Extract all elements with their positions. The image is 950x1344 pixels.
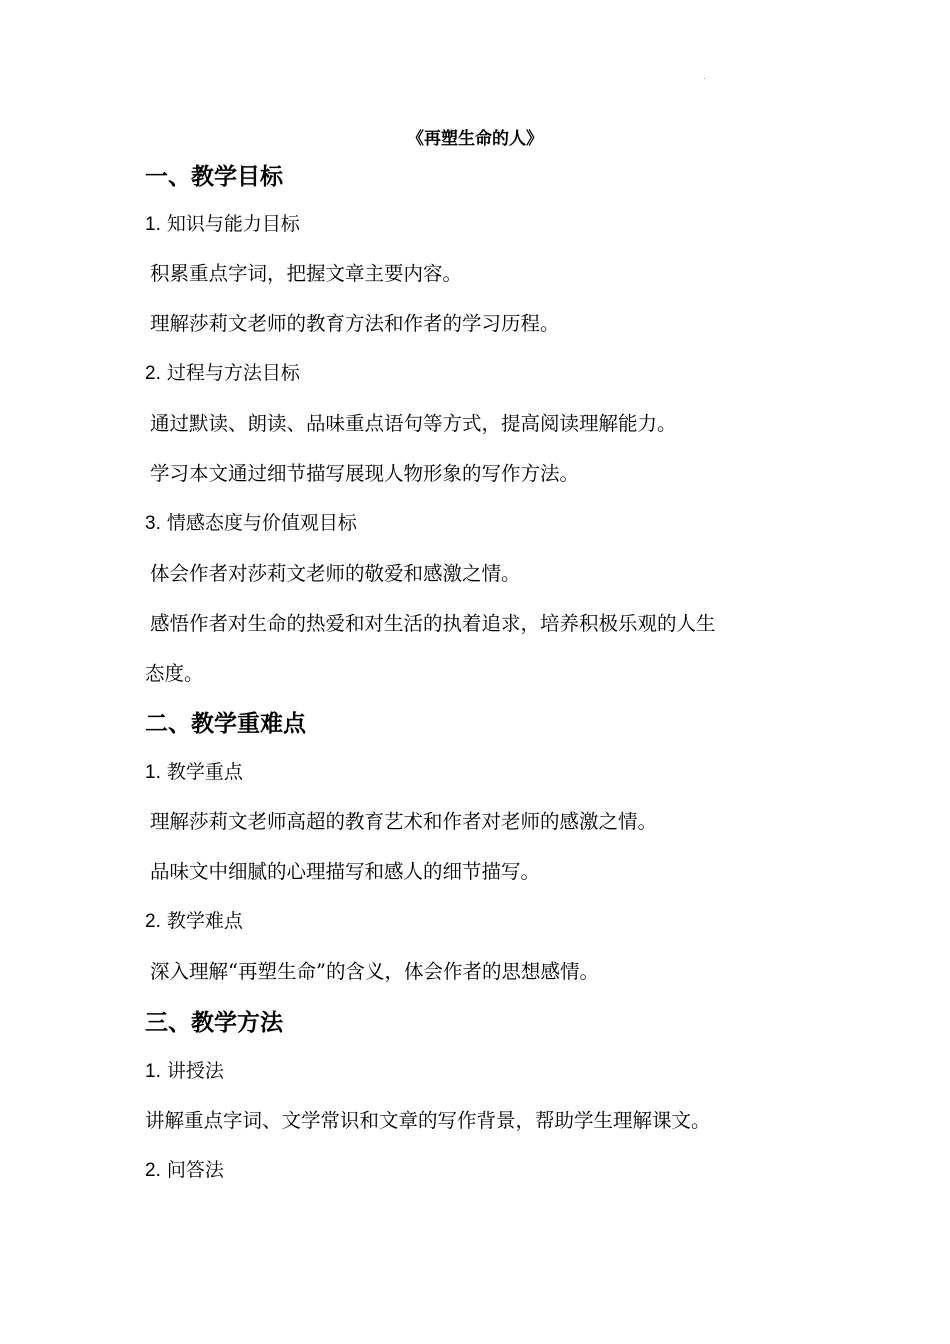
- section-heading-key-difficult-points: 二、教学重难点: [145, 711, 306, 737]
- subheading-number: 1.: [145, 762, 161, 783]
- section-heading-teaching-objectives: 一、教学目标: [145, 164, 283, 190]
- subheading-label: 过程与方法目标: [166, 362, 300, 384]
- document-title: 《再塑生命的人》: [407, 129, 543, 149]
- subheading-difficult-points: [145, 907, 243, 936]
- subheading-knowledge-ability: [145, 210, 300, 239]
- subheading-question-answer-method: [145, 1156, 224, 1185]
- subheading-number: 1.: [145, 1061, 161, 1082]
- paragraph-continuation: 态度。: [145, 662, 204, 685]
- subheading-label: 教学难点: [166, 910, 243, 932]
- subheading-number: 2.: [145, 363, 161, 384]
- subheading-label: 教学重点: [166, 761, 243, 783]
- paragraph: 积累重点字词，把握文章主要内容。: [150, 262, 463, 285]
- paragraph: 讲解重点字词、文学常识和文章的写作背景，帮助学生理解课文。: [145, 1109, 711, 1132]
- subheading-label: 知识与能力目标: [166, 213, 300, 235]
- paragraph: 理解莎莉文老师高超的教育艺术和作者对老师的感激之情。: [150, 810, 658, 833]
- paragraph: 学习本文通过细节描写展现人物形象的写作方法。: [150, 462, 580, 485]
- paragraph: 通过默读、朗读、品味重点语句等方式，提高阅读理解能力。: [150, 412, 677, 435]
- subheading-emotion-values: [145, 509, 357, 538]
- subheading-number: 3.: [145, 513, 161, 534]
- paragraph: 感悟作者对生命的热爱和对生活的执着追求，培养积极乐观的人生: [150, 612, 716, 635]
- subheading-key-points: [145, 758, 243, 787]
- paragraph: 体会作者对莎莉文老师的敬爱和感激之情。: [150, 562, 521, 585]
- section-heading-teaching-methods: 三、教学方法: [145, 1010, 283, 1036]
- paragraph: 理解莎莉文老师的教育方法和作者的学习历程。: [150, 312, 560, 335]
- subheading-label: 问答法: [166, 1159, 224, 1181]
- subheading-label: 讲授法: [166, 1060, 224, 1082]
- paragraph: 深入理解“再塑生命”的含义，体会作者的思想感情。: [150, 960, 599, 983]
- subheading-number: 2.: [145, 1160, 161, 1181]
- subheading-process-method: [145, 359, 300, 388]
- subheading-number: 2.: [145, 911, 161, 932]
- paragraph: 品味文中细腻的心理描写和感人的细节描写。: [150, 860, 541, 883]
- subheading-lecture-method: [145, 1057, 224, 1086]
- subheading-number: 1.: [145, 214, 161, 235]
- page-mark: [704, 78, 705, 79]
- subheading-label: 情感态度与价值观目标: [166, 512, 357, 534]
